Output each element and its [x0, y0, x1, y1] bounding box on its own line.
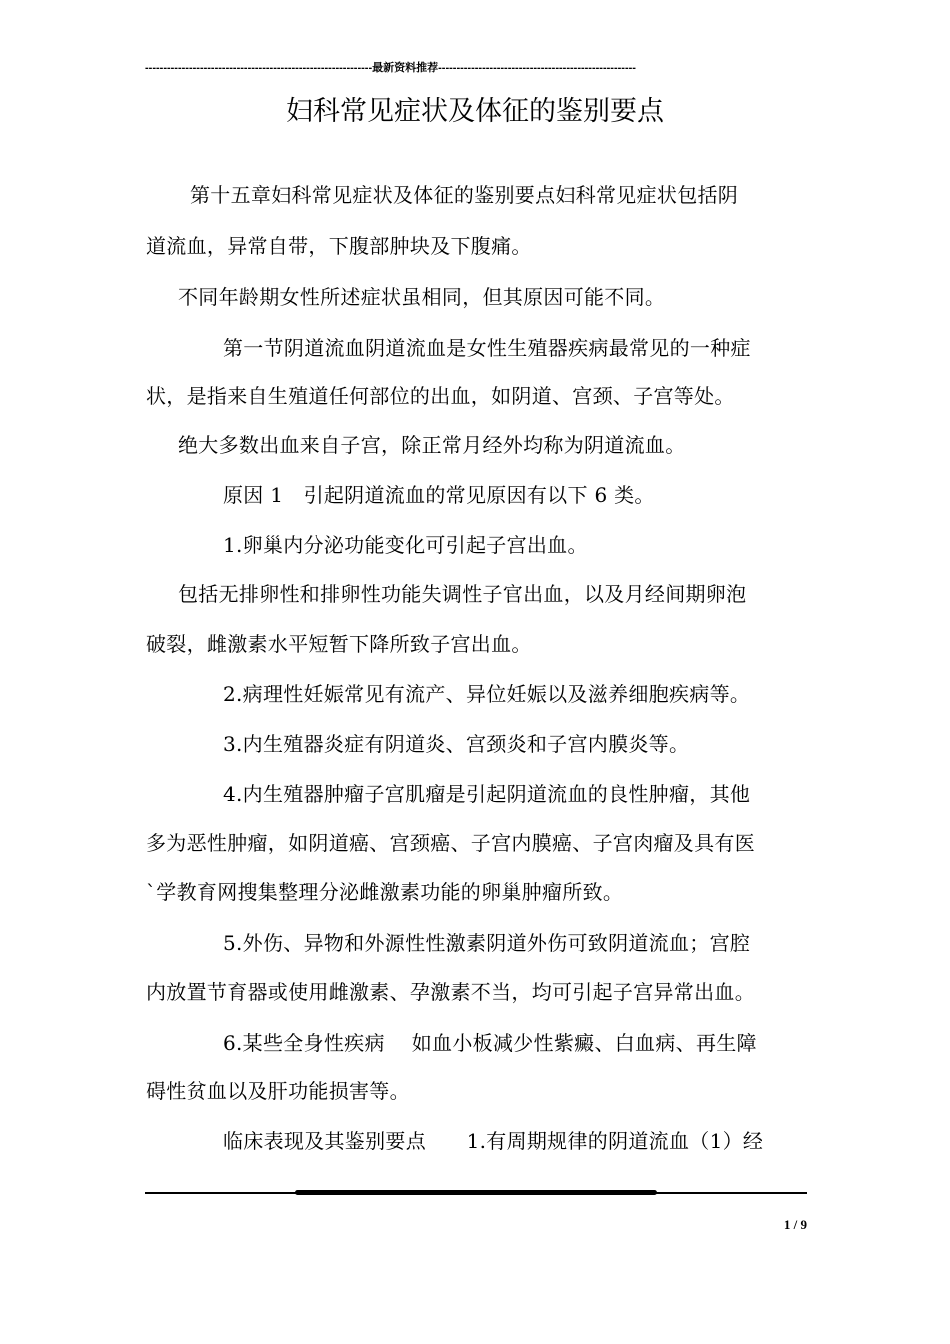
body-line: 第一节阴道流血阴道流血是女性生殖器疾病最常见的一种症 [223, 336, 751, 360]
body-line: 内放置节育器或使用雌激素、孕激素不当，均可引起子宫异常出血。 [146, 980, 755, 1004]
header-left-dashes: -------------------------------------------------------------- [145, 62, 373, 74]
body-line: 第十五章妇科常见症状及体征的鉴别要点妇科常见症状包括阴 [190, 183, 739, 207]
body-line: 临床表现及其鉴别要点 1.有周期规律的阴道流血（1）经 [223, 1129, 764, 1153]
page-header [145, 58, 807, 78]
body-line: 4.内生殖器肿瘤子宫肌瘤是引起阴道流血的良性肿瘤，其他 [223, 782, 751, 806]
body-line: 多为恶性肿瘤，如阴道癌、宫颈癌、子宫内膜癌、子宫肉瘤及具有医 [146, 831, 755, 855]
page-number: 1 / 9 [783, 1217, 807, 1232]
body-line: `学教育网搜集整理分泌雌激素功能的卵巢肿瘤所致。 [146, 880, 624, 904]
body-line: 状，是指来自生殖道任何部位的出血，如阴道、宫颈、子宫等处。 [146, 384, 735, 408]
body-line: 1.卵巢内分泌功能变化可引起子宫出血。 [223, 533, 588, 557]
footer-divider [145, 1190, 807, 1195]
header-right-dashes: ------------------------------------------------------ [438, 62, 636, 74]
body-line: 道流血，异常自带，下腹部肿块及下腹痛。 [146, 234, 532, 258]
body-line: 2.病理性妊娠常见有流产、异位妊娠以及滋养细胞疾病等。 [223, 682, 751, 706]
body-line: 原因 1 引起阴道流血的常见原因有以下 6 类。 [223, 483, 655, 507]
body-line: 破裂，雌激素水平短暂下降所致子宫出血。 [146, 632, 532, 656]
body-line: 3.内生殖器炎症有阴道炎、宫颈炎和子宫内膜炎等。 [223, 732, 690, 756]
body-line: 不同年龄期女性所述症状虽相同，但其原因可能不同。 [178, 285, 666, 309]
body-line: 包括无排卵性和排卵性功能失调性子官出血，以及月经间期卵泡 [178, 582, 747, 606]
body-line: 绝大多数出血来自子宫，除正常月经外均称为阴道流血。 [178, 433, 686, 457]
document-title: 妇科常见症状及体征的鉴别要点 [286, 96, 664, 127]
header-label: 最新资料推荐 [372, 62, 439, 74]
body-line: 6.某些全身性疾病 如血小板减少性紫癜、白血病、再生障 [223, 1031, 757, 1055]
body-line: 碍性贫血以及肝功能损害等。 [146, 1079, 410, 1103]
body-line: 5.外伤、异物和外源性性激素阴道外伤可致阴道流血；宫腔 [223, 931, 751, 955]
